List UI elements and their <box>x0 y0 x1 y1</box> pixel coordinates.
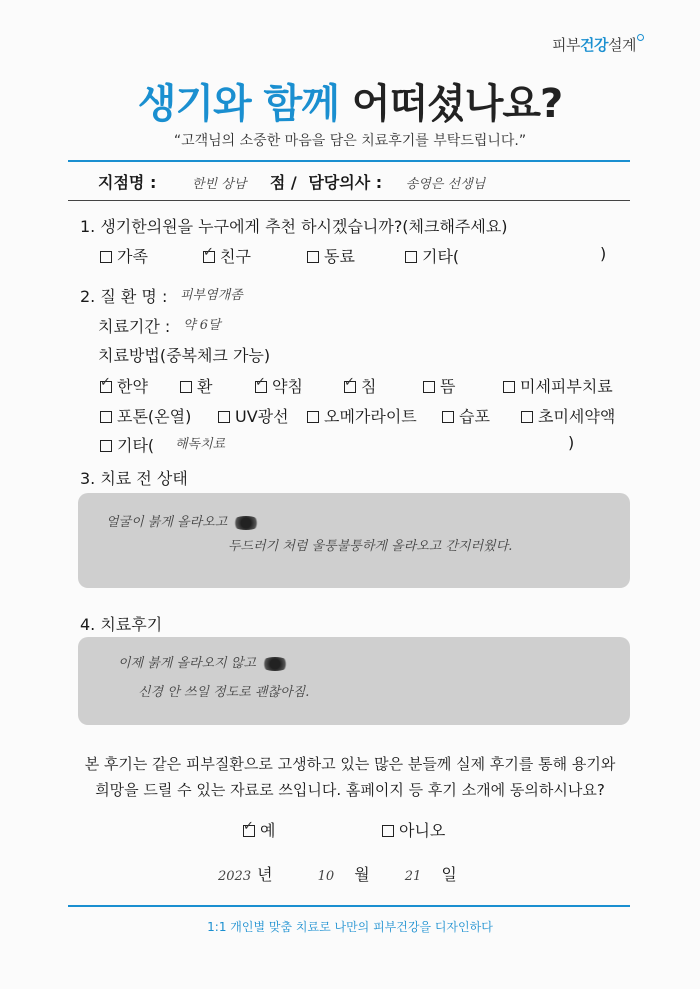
q2-disease-value[interactable]: 피부염개좀 <box>180 288 243 303</box>
doctor-label: 담당의사 : <box>308 173 383 192</box>
brand-suffix: 설계 <box>608 36 636 54</box>
footer-rule <box>68 905 630 907</box>
branch-row <box>98 170 485 193</box>
q2-method-label: 치료방법(중복체크 가능) <box>98 346 271 365</box>
method-option-acupuncture[interactable]: ✓ 침 <box>344 374 376 397</box>
checkbox-icon[interactable] <box>100 251 112 263</box>
branch-value[interactable]: 한빈 상남 <box>191 177 247 192</box>
checkbox-checked-icon[interactable] <box>344 381 356 393</box>
method-option-other[interactable]: 기타( <box>100 433 154 456</box>
checkbox-icon[interactable] <box>180 381 192 393</box>
q4-answer-line1: 이제 붉게 올라오지 않고 <box>118 652 290 671</box>
consent-yes-option[interactable]: ✓예 <box>243 818 275 841</box>
q1-question: 1. 생기한의원을 누구에게 추천 하시겠습니까?(체크해주세요) <box>80 217 508 236</box>
date-month-unit: 월 <box>354 865 370 884</box>
date-year-value[interactable]: 2023 <box>218 869 252 884</box>
method-option-herbal[interactable]: ✓한약 <box>100 374 148 397</box>
q4-title: 4. 치료후기 <box>80 615 163 634</box>
checkbox-icon[interactable] <box>442 411 454 423</box>
title-part2: 어떠셨나요? <box>351 81 563 127</box>
date-row <box>218 862 457 885</box>
date-year-unit: 년 <box>257 865 273 884</box>
method-option-micro-solution[interactable]: 초미세약액 <box>521 404 615 427</box>
q3-answer-panel[interactable] <box>78 493 630 588</box>
method-option-pill[interactable]: 환 <box>180 374 212 397</box>
page-subtitle: “고객님의 소중한 마음을 담은 치료후기를 부탁드립니다.” <box>173 133 527 149</box>
q1-other-close: ) <box>600 244 607 263</box>
method-option-uv[interactable]: UV광선 <box>218 404 289 427</box>
checkbox-icon[interactable] <box>307 411 319 423</box>
branch-label: 지점명 : <box>98 173 157 192</box>
checkbox-checked-icon[interactable] <box>100 381 112 393</box>
checkbox-checked-icon[interactable] <box>255 381 267 393</box>
checkbox-icon[interactable] <box>405 251 417 263</box>
title-part1: 생기와 함께 <box>137 81 339 127</box>
q1-option-friend[interactable]: ✓ 친구 <box>203 244 251 267</box>
footer-slogan: 1:1 개인별 맞춤 치료로 나만의 피부건강을 디자인하다 <box>207 920 493 934</box>
q2-disease-label: 2. 질 환 명 : <box>80 287 168 306</box>
checkbox-icon[interactable] <box>521 411 533 423</box>
scribble-mark <box>260 657 290 671</box>
consent-no-option[interactable]: 아니오 <box>382 818 445 841</box>
doctor-value[interactable]: 송영은 선생님 <box>405 177 486 192</box>
method-option-omegalight[interactable]: 오메가라이트 <box>307 404 417 427</box>
date-day-unit: 일 <box>441 865 457 884</box>
brand-highlight: 건강 <box>580 36 609 54</box>
method-other-close: ) <box>568 433 575 452</box>
method-option-micro-skin[interactable]: 미세피부치료 <box>503 374 613 397</box>
checkbox-checked-icon[interactable] <box>203 251 215 263</box>
checkbox-icon[interactable] <box>307 251 319 263</box>
method-option-photon[interactable]: 포톤(온열) <box>100 404 191 427</box>
q3-title: 3. 치료 전 상태 <box>80 469 188 488</box>
page-title <box>0 72 700 129</box>
date-month-value[interactable]: 10 <box>317 869 335 884</box>
checkbox-icon[interactable] <box>100 440 112 452</box>
header-top-rule <box>68 160 630 162</box>
branch-suffix: 점 / <box>269 173 297 192</box>
q1-option-colleague[interactable]: 동료 <box>307 244 355 267</box>
q3-answer-line2: 두드러기 처럼 울퉁불퉁하게 올라오고 간지러웠다. <box>228 539 513 554</box>
q1-option-other[interactable]: 기타( <box>405 244 459 267</box>
method-option-wet-compress[interactable]: 습포 <box>442 404 490 427</box>
q4-answer-panel[interactable] <box>78 637 630 725</box>
method-option-moxibustion[interactable]: 뜸 <box>423 374 455 397</box>
scribble-mark <box>231 516 261 530</box>
q2-period-value[interactable]: 약 6달 <box>183 318 221 333</box>
q4-answer-line2: 신경 안 쓰일 정도로 괜찮아짐. <box>138 685 310 700</box>
checkbox-icon[interactable] <box>100 411 112 423</box>
brand-prefix: 피부 <box>552 36 581 54</box>
consent-line2: 희망을 드릴 수 있는 자료로 쓰입니다. 홈페이지 등 후기 소개에 동의하시나요? <box>95 781 605 799</box>
header-bottom-rule <box>68 200 630 201</box>
method-option-pharmacopuncture[interactable]: ✓ 약침 <box>255 374 303 397</box>
date-day-value[interactable]: 21 <box>404 869 422 884</box>
checkbox-icon[interactable] <box>503 381 515 393</box>
q2-period-label: 치료기간 : <box>98 317 171 336</box>
checkbox-icon[interactable] <box>382 825 394 837</box>
q3-answer-line1: 얼굴이 붉게 올라오고 <box>106 511 261 530</box>
method-other-value[interactable]: 해독치료 <box>175 437 226 452</box>
checkbox-checked-icon[interactable] <box>243 825 255 837</box>
brand-logo <box>552 34 644 55</box>
consent-line1: 본 후기는 같은 피부질환으로 고생하고 있는 많은 분들께 실제 후기를 통해 용기와 <box>84 755 616 773</box>
q1-option-family[interactable]: 가족 <box>100 244 148 267</box>
brand-dot-icon <box>637 34 644 41</box>
checkbox-icon[interactable] <box>218 411 230 423</box>
checkbox-icon[interactable] <box>423 381 435 393</box>
